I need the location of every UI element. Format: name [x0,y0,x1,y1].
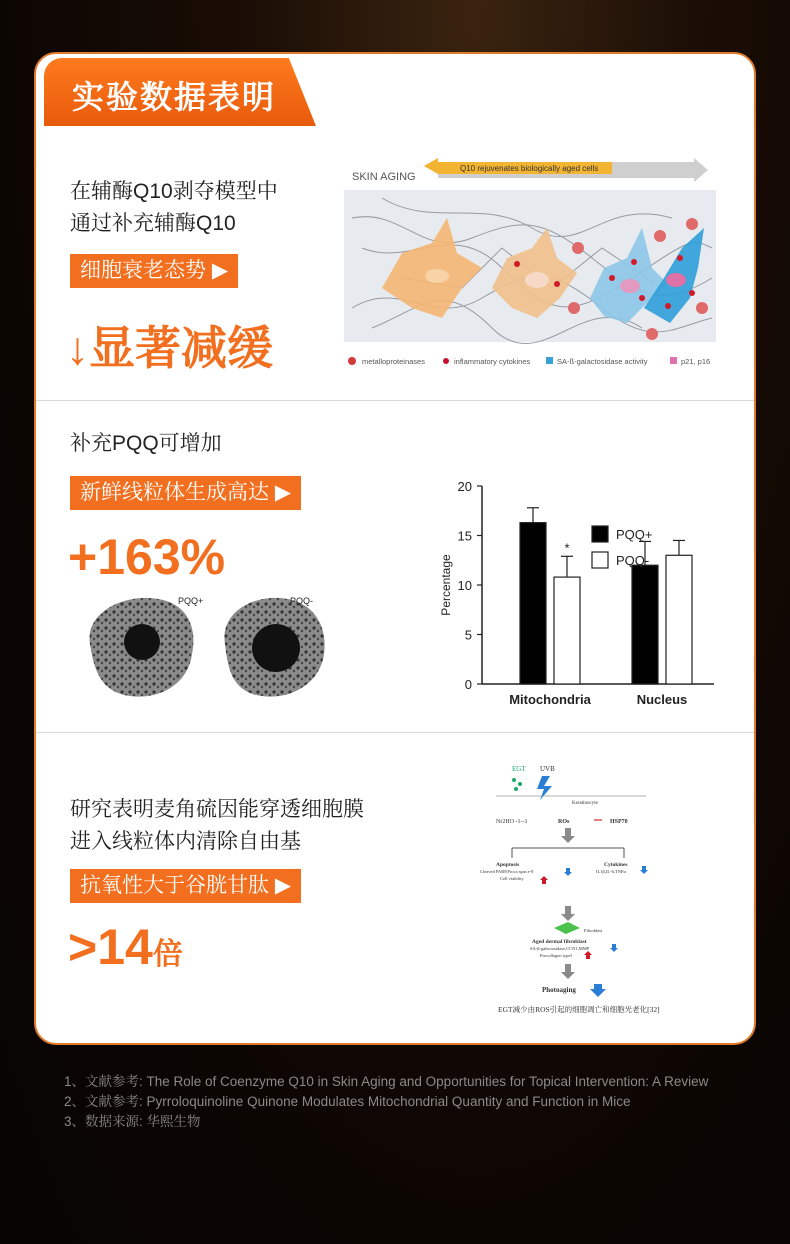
aged-down-icon [610,944,618,952]
section3-stat-main: >14 [68,919,153,975]
section3-desc [70,794,364,858]
micro-label-plus: PQQ+ [178,596,204,606]
legend-sa-beta: SA-ß-galactosidase activity [557,357,648,366]
x-category-label: Nucleus [636,692,688,707]
section1-desc-line2: 通过补充辅酶Q10 [70,212,236,235]
footnote-3: 3、数据来源: 华熙生物 [64,1114,201,1129]
figure-caption: EGT减少由ROS引起的细胞凋亡和细胞光老化[32] [498,1005,660,1014]
section1-tag: 细胞衰老态势 ▶ [70,254,238,288]
aged-title: Aged dermal fibroblast [532,939,587,945]
bar-pqq-nucleus [632,565,658,684]
section3-desc-line2: 进入线粒体内清除自由基 [70,830,301,853]
y-tick-label: 15 [457,528,472,544]
legend-mmp-icon [348,357,356,365]
cytokines-down-icon [640,866,648,874]
skin-aging-label: SKIN AGING [352,171,416,183]
uvb-label: UVB [540,765,555,773]
apoptosis-down-icon [564,868,572,876]
data-card [34,52,756,1045]
y-tick-label: 0 [464,677,472,692]
legend-swatch [592,552,608,568]
apoptosis-title: Apoptosis [496,862,520,868]
bar-pqq-mitochondria [520,523,546,684]
pqq-plus-nucleus [124,624,160,660]
divider-1 [36,400,756,401]
q10-arrow-label: Q10 rejuvenates biologically aged cells [460,164,599,173]
skin-aging-figure [342,158,724,378]
aged-line2: Procollagen typeI [540,953,572,958]
arrow-down-2-icon [561,906,575,921]
apoptosis-line2: Cell viability [500,876,524,881]
aged-line1: SA-β-galactosidase,CCN1,MMP [530,946,590,951]
footnote-2: 2、文献参考: Pyrroloquinoline Quinone Modulates Mitochondrial Quantity and Function in Mice [64,1094,631,1109]
legend-cytokines-icon [443,358,449,364]
footnote-1: 1、文献参考: The Role of Coenzyme Q10 in Skin Aging and Opportunities for Topical Intervention: A Review [64,1074,709,1089]
section3-tag: 抗氧性大于谷胱甘肽 ▶ [70,869,301,903]
fibroblast-label: Fibroblast [584,928,603,933]
egt-label: EGT [512,765,526,773]
section2-desc: 补充PQQ可增加 [70,432,222,455]
significance-star: * [564,540,570,556]
section1-desc-line1: 在辅酶Q10剥夺模型中 [70,180,278,203]
section1-stat: ↓显著减缓 [66,322,273,374]
legend-label: PQQ- [616,553,650,568]
y-tick-label: 5 [464,627,472,643]
photoaging-label: Photoaging [542,986,576,994]
ros-label: ROs [558,819,570,825]
micrographs [80,594,330,704]
footnotes [64,1072,724,1132]
photoaging-down-icon [590,984,606,997]
legend-label: PQQ+ [616,527,653,542]
divider-2 [36,732,756,733]
section3-stat [68,918,183,976]
legend-p21: p21, p16 [681,357,711,366]
egt-pathway-figure [436,756,676,1018]
x-category-label: Mitochondria [509,692,591,707]
section1-desc [70,176,278,240]
legend-p21-icon [670,357,677,364]
arrow-down-1-icon [561,828,575,843]
bar-pqq-mitochondria [554,577,580,684]
cytokines-line1: IL1β,IL-6,TNFα [596,869,626,874]
fibroblast-icon [554,922,580,934]
section3-stat-unit: 倍 [152,938,183,971]
procollagen-up-icon [584,951,592,959]
legend-swatch [592,526,608,542]
cytokines-title: Cytokines [604,862,628,868]
viability-up-icon [540,876,548,884]
micro-label-minus: PQQ- [290,596,314,606]
nrf2-label: Nr2HO -1--1 [496,819,528,825]
section2-stat: +163% [68,529,226,585]
apoptosis-line1: Cleaved PARP,Proca spas e-8 [480,869,534,874]
section2-tag: 新鲜线粒体生成高达 ▶ [70,476,301,510]
legend-sa-beta-icon [546,357,553,364]
legend-mmp: metalloproteinases [362,357,425,366]
bar-pqq-nucleus [666,555,692,684]
arrow-down-3-icon [561,964,575,979]
legend-cytokines: inflammatory cytokines [454,357,531,366]
section3-desc-line1: 研究表明麦角硫因能穿透细胞膜 [70,798,364,821]
pqq-minus-nucleus [252,624,300,672]
y-tick-label: 20 [457,479,472,494]
uvb-bolt-icon [537,776,552,800]
y-tick-label: 10 [457,578,472,593]
y-axis-label: Percentage [439,554,453,616]
keratinocyte-label: Keratinocyte [572,801,598,806]
mitochondria-chart [402,464,722,714]
page-title: 实验数据表明 [72,79,277,115]
hsp70-label: HSP70 [610,819,628,825]
